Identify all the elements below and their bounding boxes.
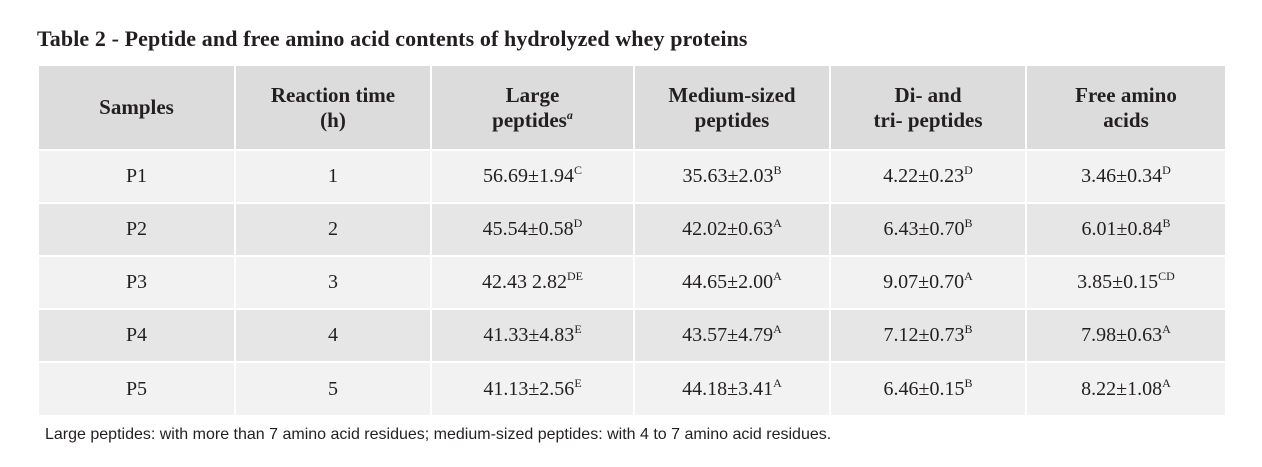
table-row bbox=[39, 203, 1225, 256]
cell-significance-letter: A bbox=[773, 216, 782, 230]
cell-large-peptides bbox=[431, 362, 634, 415]
cell-medium-peptides bbox=[634, 362, 830, 415]
cell-value: 6.46±0.15 bbox=[883, 377, 965, 400]
header-di-tri-peptides bbox=[830, 66, 1026, 150]
cell-significance-letter: C bbox=[573, 163, 582, 177]
cell-value: 44.65±2.00 bbox=[682, 271, 774, 293]
cell-free-amino-acids bbox=[1026, 256, 1225, 309]
header-di-tri-peptides-line2: tri- peptides bbox=[873, 107, 983, 132]
cell-significance-letter: DE bbox=[567, 269, 583, 283]
header-large-peptides-line1: Large bbox=[505, 82, 560, 107]
cell-sample: P2 bbox=[39, 203, 235, 256]
cell-sample: P3 bbox=[39, 256, 235, 309]
header-free-amino-acids-line2: acids bbox=[1103, 107, 1149, 132]
header-medium-peptides bbox=[634, 66, 830, 150]
cell-medium-peptides bbox=[634, 150, 830, 203]
header-footnote-marker: a bbox=[566, 107, 573, 122]
cell-significance-letter: B bbox=[964, 375, 973, 390]
table-row bbox=[39, 362, 1225, 415]
cell-value: 4.22±0.23 bbox=[883, 165, 965, 187]
cell-large-peptides bbox=[431, 203, 634, 256]
table-row bbox=[39, 256, 1225, 309]
cell-significance-letter: A bbox=[773, 269, 782, 283]
cell-reaction-time: 4 bbox=[235, 309, 431, 362]
cell-value: 3.46±0.34 bbox=[1081, 165, 1163, 187]
cell-significance-letter: A bbox=[773, 322, 782, 336]
cell-di-tri-peptides bbox=[830, 256, 1026, 309]
table-row bbox=[39, 150, 1225, 203]
header-di-tri-peptides-line1: Di- and bbox=[894, 82, 962, 107]
cell-di-tri-peptides bbox=[830, 203, 1026, 256]
cell-significance-letter: A bbox=[1162, 375, 1171, 390]
cell-large-peptides bbox=[431, 150, 634, 203]
cell-medium-peptides bbox=[634, 256, 830, 309]
cell-significance-letter: B bbox=[773, 163, 782, 177]
cell-significance-letter: A bbox=[773, 375, 782, 390]
cell-free-amino-acids bbox=[1026, 309, 1225, 362]
cell-significance-letter: CD bbox=[1158, 269, 1175, 283]
cell-value: 9.07±0.70 bbox=[883, 271, 965, 293]
cell-free-amino-acids bbox=[1026, 203, 1225, 256]
cell-reaction-time: 3 bbox=[235, 256, 431, 309]
cell-large-peptides bbox=[431, 309, 634, 362]
header-large-peptides bbox=[431, 66, 634, 150]
cell-di-tri-peptides bbox=[830, 362, 1026, 415]
table-caption: Table 2 - Peptide and free amino acid contents of hydrolyzed whey proteins bbox=[37, 26, 748, 51]
cell-value: 42.43 2.82 bbox=[482, 271, 567, 293]
cell-large-peptides bbox=[431, 256, 634, 309]
header-samples-label: Samples bbox=[99, 95, 174, 119]
header-large-peptides-line2: peptides bbox=[492, 107, 567, 132]
data-table bbox=[39, 66, 1225, 415]
cell-significance-letter: D bbox=[573, 216, 583, 230]
header-medium-peptides-line1: Medium-sized bbox=[668, 82, 796, 107]
cell-value: 6.01±0.84 bbox=[1081, 218, 1163, 240]
cell-sample: P4 bbox=[39, 309, 235, 362]
cell-value: 8.22±1.08 bbox=[1081, 377, 1163, 400]
cell-significance-letter: B bbox=[964, 216, 973, 230]
cell-value: 6.43±0.70 bbox=[883, 218, 965, 240]
cell-free-amino-acids bbox=[1026, 150, 1225, 203]
cell-significance-letter: B bbox=[1162, 216, 1171, 230]
header-reaction-time bbox=[235, 66, 431, 150]
cell-di-tri-peptides bbox=[830, 150, 1026, 203]
table-header-row bbox=[39, 66, 1225, 150]
cell-significance-letter: D bbox=[1162, 163, 1171, 177]
cell-significance-letter: E bbox=[574, 375, 582, 390]
header-free-amino-acids-line1: Free amino bbox=[1075, 82, 1177, 107]
cell-reaction-time: 2 bbox=[235, 203, 431, 256]
cell-reaction-time: 1 bbox=[235, 150, 431, 203]
cell-di-tri-peptides bbox=[830, 309, 1026, 362]
cell-value: 3.85±0.15 bbox=[1077, 271, 1159, 293]
cell-value: 7.98±0.63 bbox=[1081, 324, 1163, 346]
cell-significance-letter: E bbox=[574, 322, 582, 336]
cell-sample: P5 bbox=[39, 362, 235, 415]
cell-value: 42.02±0.63 bbox=[682, 218, 774, 240]
table-footnote: Large peptides: with more than 7 amino acid residues; medium-sized peptides: with 4 to 7 amino acid residues. bbox=[45, 426, 832, 443]
cell-medium-peptides bbox=[634, 309, 830, 362]
cell-value: 41.33±4.83 bbox=[483, 324, 575, 346]
cell-reaction-time: 5 bbox=[235, 362, 431, 415]
header-reaction-time-line1: Reaction time bbox=[270, 82, 396, 107]
cell-significance-letter: A bbox=[1162, 322, 1171, 336]
cell-value: 41.13±2.56 bbox=[483, 377, 575, 400]
cell-value: 56.69±1.94 bbox=[483, 165, 574, 187]
cell-significance-letter: A bbox=[964, 269, 973, 283]
cell-free-amino-acids bbox=[1026, 362, 1225, 415]
cell-sample: P1 bbox=[39, 150, 235, 203]
header-samples bbox=[39, 66, 235, 150]
cell-value: 35.63±2.03 bbox=[682, 165, 774, 187]
cell-medium-peptides bbox=[634, 203, 830, 256]
header-reaction-time-line2: (h) bbox=[320, 107, 346, 132]
header-medium-peptides-line2: peptides bbox=[694, 107, 770, 132]
cell-value: 43.57±4.79 bbox=[682, 324, 774, 346]
cell-significance-letter: B bbox=[964, 322, 973, 336]
cell-significance-letter: D bbox=[964, 163, 973, 177]
table-row bbox=[39, 309, 1225, 362]
cell-value: 44.18±3.41 bbox=[682, 377, 774, 400]
cell-value: 7.12±0.73 bbox=[883, 324, 965, 346]
header-free-amino-acids bbox=[1026, 66, 1225, 150]
cell-value: 45.54±0.58 bbox=[482, 218, 574, 240]
